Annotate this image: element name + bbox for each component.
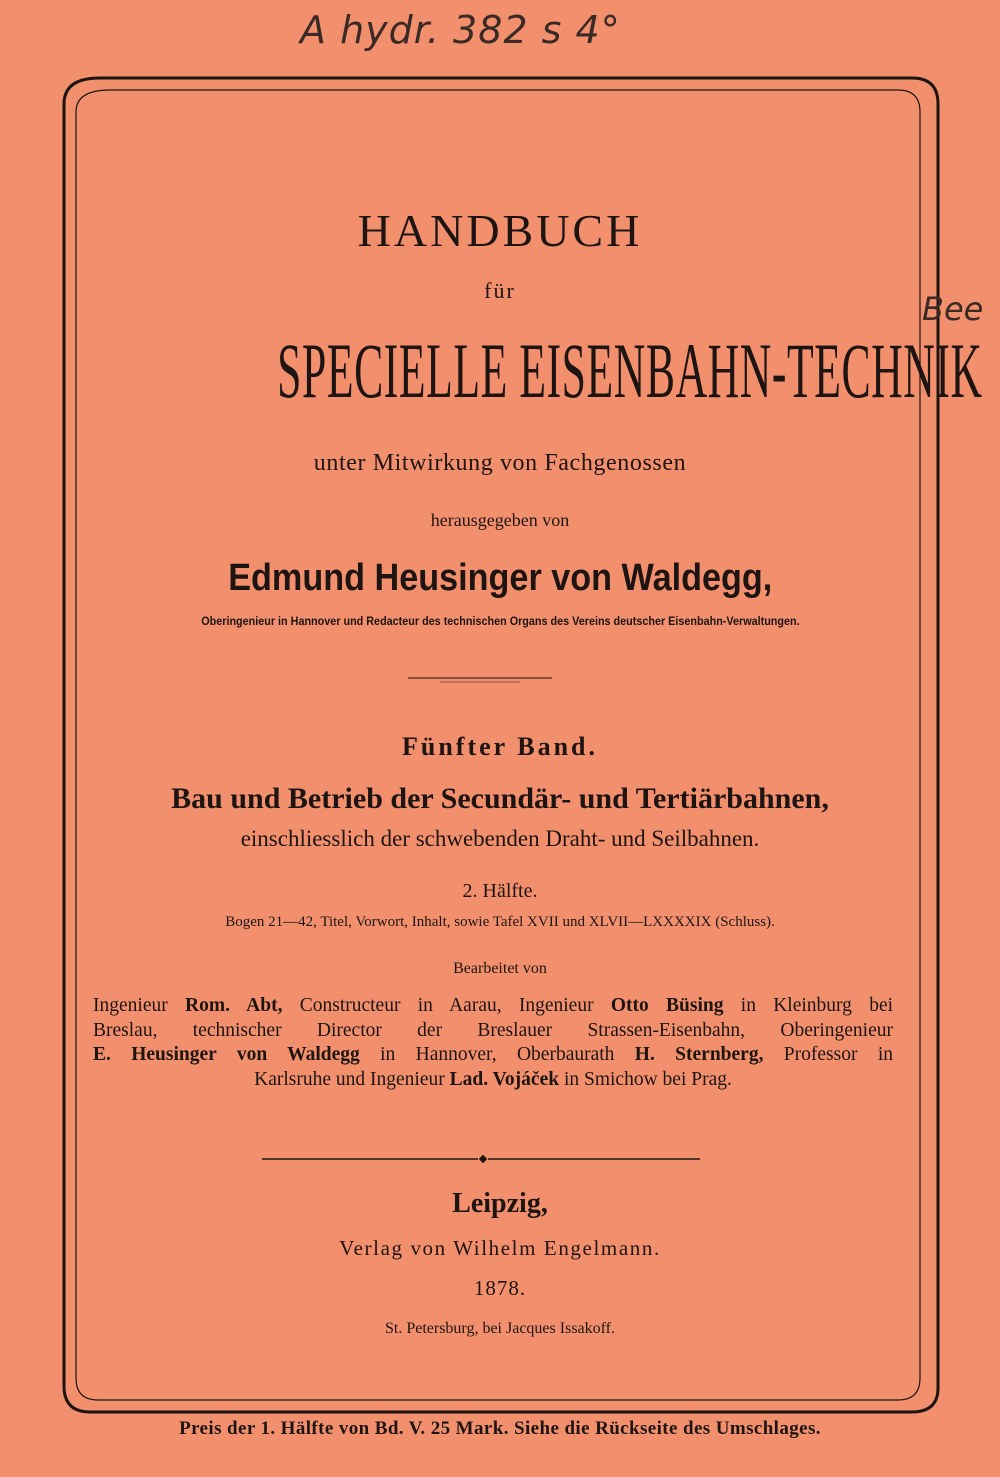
publisher-name: Verlag von Wilhelm Engelmann. xyxy=(339,1236,661,1260)
price-footer: Preis der 1. Hälfte von Bd. V. 25 Mark. Siehe die Rückseite des Umschlages. xyxy=(179,1418,821,1439)
contributors-line-2: Breslau, technischer Director der Breslauer Strassen-Eisenbahn, Oberingenieur xyxy=(93,1019,893,1041)
contrib-text: Professor in xyxy=(763,1044,893,1065)
contributors-line-4 xyxy=(93,1068,893,1093)
contrib-name: Rom. Abt, xyxy=(185,995,283,1016)
contributors-line-3 xyxy=(93,1043,893,1068)
contrib-text: Ingenieur xyxy=(93,995,185,1016)
contrib-name: Lad. Vojáček xyxy=(449,1068,560,1090)
title-main xyxy=(0,326,1000,416)
publisher-city: Leipzig, xyxy=(452,1188,548,1219)
title-handbuch: HANDBUCH xyxy=(357,205,643,256)
editor-role-text: Oberingenieur in Hannover und Redacteur des technischen Organs des Vereins deutscher Eisenbahn-Verwaltungen. xyxy=(200,614,800,628)
editor-role xyxy=(0,614,1000,628)
publisher-year: 1878. xyxy=(473,1276,527,1300)
contrib-name: Otto Büsing xyxy=(610,995,724,1016)
volume-label: Fünfter Band. xyxy=(402,732,598,761)
title-main-text: SPECIELLE EISENBAHN-TECHNIK xyxy=(277,327,983,414)
contrib-text: in Hannover, Oberbaurath xyxy=(359,1044,635,1065)
subtitle: unter Mitwirkung von Fachgenossen xyxy=(313,450,687,476)
contrib-text: in Kleinburg bei xyxy=(723,995,894,1016)
editor-name-text: Edmund Heusinger von Waldegg, xyxy=(227,557,773,599)
contributors-intro: Bearbeitet von xyxy=(453,960,547,977)
shelfmark-handwritten: A hydr. 382 s 4° xyxy=(300,8,621,52)
volume-contents: Bogen 21—42, Titel, Vorwort, Inhalt, sowie Tafel XVII und XLVII—LXXXXIX (Schluss). xyxy=(225,914,775,930)
contributors-paragraph xyxy=(93,994,893,1092)
publisher-distributor: St. Petersburg, bei Jacques Issakoff. xyxy=(384,1320,616,1337)
contrib-text: in Smichow bei Prag. xyxy=(559,1068,732,1090)
editor-name xyxy=(0,557,1000,600)
volume-part: 2. Hälfte. xyxy=(462,880,538,902)
contrib-text: Karlsruhe und Ingenieur xyxy=(254,1068,450,1090)
volume-title: Bau und Betrieb der Secundär- und Tertiärbahnen, xyxy=(171,782,829,815)
margin-note-handwritten: Bee xyxy=(922,290,984,328)
volume-subtitle: einschliesslich der schwebenden Draht- und Seilbahnen. xyxy=(240,826,760,851)
contrib-text: Constructeur in Aarau, Ingenieur xyxy=(282,995,611,1016)
title-fuer: für xyxy=(484,278,516,303)
contrib-name: E. Heusinger von Waldegg xyxy=(93,1044,360,1065)
contrib-name: H. Sternberg, xyxy=(634,1044,764,1065)
contributors-line-1 xyxy=(93,994,893,1019)
editor-intro: herausgegeben von xyxy=(430,510,570,530)
